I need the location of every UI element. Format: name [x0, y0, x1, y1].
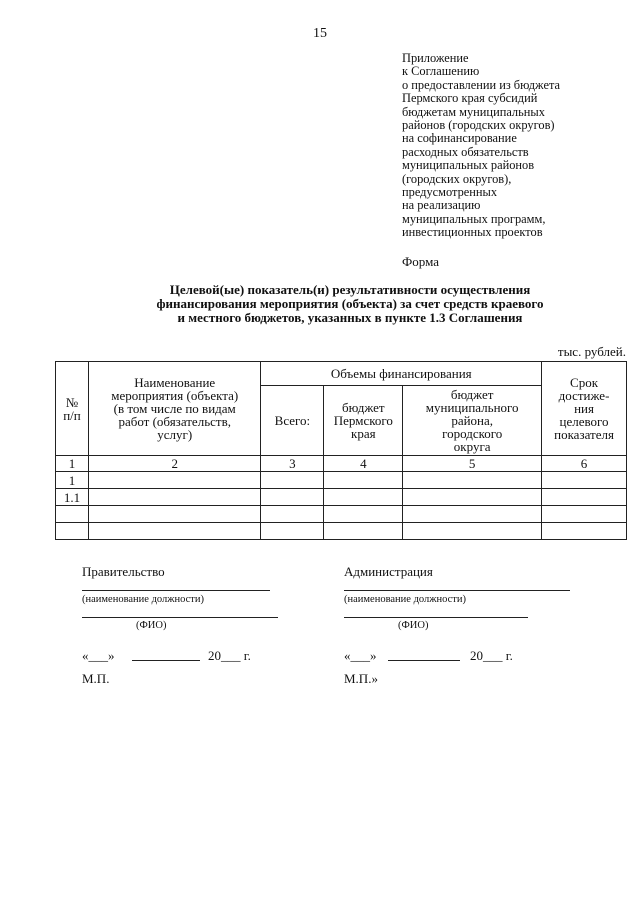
table-cell — [542, 472, 627, 489]
appendix-line: муниципальных программ, — [402, 211, 546, 226]
table-cell — [88, 472, 261, 489]
left-fio-line — [82, 617, 278, 618]
column-numbers-row — [56, 456, 627, 472]
table-row — [56, 489, 627, 506]
header-number: № п/п — [56, 362, 89, 456]
appendix-line: предусмотренных — [402, 185, 498, 200]
table-cell — [403, 506, 542, 523]
table-cell — [324, 506, 403, 523]
form-label: Форма — [402, 254, 439, 269]
appendix-line: на реализацию — [402, 198, 481, 213]
title-line: Целевой(ые) показатель(и) результативности осуществления — [169, 282, 531, 297]
column-number: 6 — [542, 456, 627, 472]
appendix-line: Пермского края субсидий — [402, 91, 538, 106]
financing-table — [55, 361, 627, 540]
left-stamp: М.П. — [82, 671, 110, 686]
table-row — [56, 523, 627, 540]
appendix-header — [402, 52, 632, 240]
appendix-line: на софинансирование — [402, 131, 517, 146]
appendix-line: муниципальных районов — [402, 158, 535, 173]
table-cell: 1.1 — [56, 489, 89, 506]
left-date-day: «___» — [82, 648, 115, 663]
table-row — [56, 472, 627, 489]
header-municipal-budget: бюджет муниципального района, городского округа — [403, 386, 542, 456]
right-position-line — [344, 590, 570, 591]
table-cell — [261, 523, 324, 540]
right-date-month-line — [388, 660, 460, 661]
left-position-line — [82, 590, 270, 591]
table-cell — [88, 506, 261, 523]
left-position-caption: (наименование должности) — [82, 594, 205, 605]
table-cell — [324, 472, 403, 489]
table-cell — [542, 489, 627, 506]
left-fio-caption: (ФИО) — [136, 620, 167, 631]
table-cell — [542, 523, 627, 540]
table-cell — [261, 472, 324, 489]
right-stamp: М.П.» — [344, 671, 378, 686]
header-deadline: Срок достиже- ния целевого показателя — [542, 362, 627, 456]
appendix-line: к Соглашению — [402, 64, 480, 79]
left-date-year: 20___ г. — [208, 648, 251, 663]
table-cell — [324, 523, 403, 540]
header-total: Всего: — [261, 386, 324, 456]
column-number: 5 — [403, 456, 542, 472]
table-cell — [403, 489, 542, 506]
title-line: финансирования мероприятия (объекта) за счет средств краевого — [156, 296, 544, 311]
header-regional-budget: бюджет Пермского края — [324, 386, 403, 456]
page-number: 15 — [313, 26, 327, 41]
table-cell — [88, 489, 261, 506]
table-cell — [56, 506, 89, 523]
right-fio-caption: (ФИО) — [398, 620, 429, 631]
column-number: 1 — [56, 456, 89, 472]
right-position-caption: (наименование должности) — [344, 594, 467, 605]
table-cell — [403, 523, 542, 540]
table-row — [56, 506, 627, 523]
table-cell — [403, 472, 542, 489]
appendix-line: (городских округов), — [402, 171, 512, 186]
table-cell — [88, 523, 261, 540]
units-label: тыс. рублей. — [557, 344, 626, 359]
left-date-month-line — [132, 660, 200, 661]
table-cell: 1 — [56, 472, 89, 489]
table-cell — [261, 489, 324, 506]
right-org-name: Администрация — [344, 564, 433, 579]
appendix-line: Приложение — [402, 51, 469, 65]
left-org-name: Правительство — [82, 564, 165, 579]
table-cell — [542, 506, 627, 523]
header-financing-volumes: Объемы финансирования — [261, 362, 542, 386]
document-title — [60, 283, 640, 325]
right-date-day: «___» — [344, 648, 377, 663]
table-cell — [261, 506, 324, 523]
column-number: 3 — [261, 456, 324, 472]
table-cell — [324, 489, 403, 506]
title-line: и местного бюджетов, указанных в пункте 1.3 Соглашения — [177, 310, 523, 325]
appendix-line: инвестиционных проектов — [402, 225, 543, 240]
right-date-year: 20___ г. — [470, 648, 513, 663]
right-fio-line — [344, 617, 528, 618]
column-number: 2 — [88, 456, 261, 472]
column-number: 4 — [324, 456, 403, 472]
header-event-name: Наименование мероприятия (объекта) (в том числе по видам работ (обязательств, услуг) — [88, 362, 261, 456]
appendix-line: бюджетам муниципальных — [402, 104, 545, 119]
appendix-line: о предоставлении из бюджета — [402, 77, 561, 92]
appendix-line: районов (городских округов) — [402, 118, 555, 133]
table-cell — [56, 523, 89, 540]
appendix-line: расходных обязательств — [402, 144, 529, 159]
